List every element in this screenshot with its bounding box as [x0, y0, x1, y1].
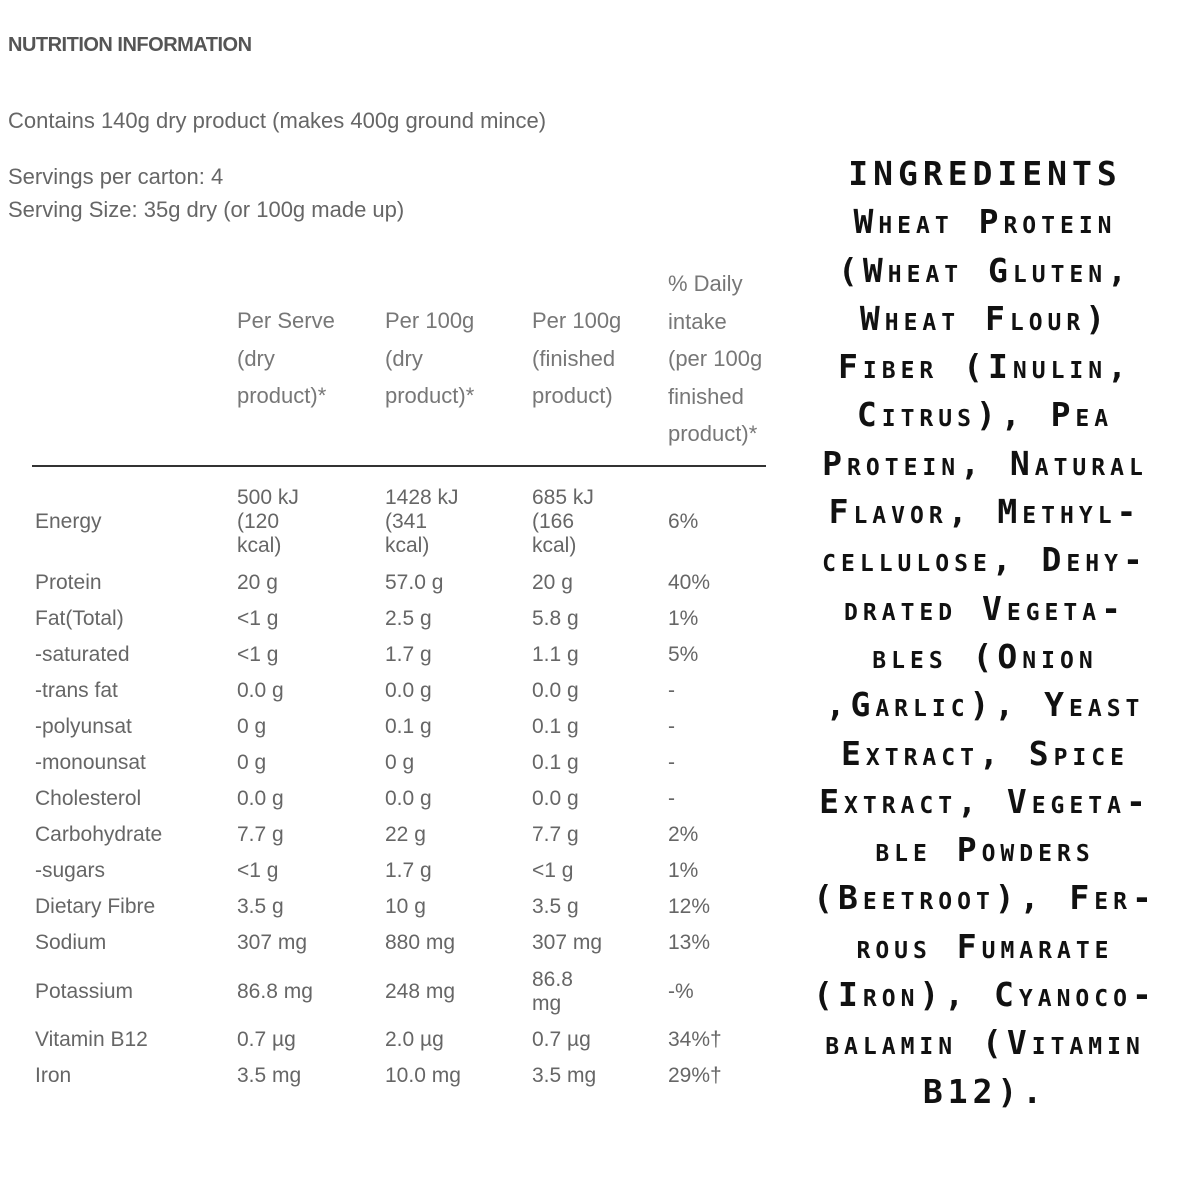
per-100g-dry-value: 1.7 g — [385, 643, 432, 666]
daily-intake-value: 6% — [668, 510, 699, 533]
ingredients-line: Wheat Protein — [853, 202, 1117, 242]
nutrient-name: -polyunsat — [35, 715, 132, 738]
ingredients-line: balamin (Vitamin — [825, 1023, 1145, 1063]
ingredients-line: B12). — [922, 1071, 1048, 1111]
header-line: (dry — [237, 345, 275, 371]
serving-size: Serving Size: 35g dry (or 100g made up) — [8, 197, 405, 222]
daily-intake-value: 34%† — [668, 1028, 722, 1051]
per-serve-value: <1 g — [237, 607, 279, 630]
per-100g-dry-value: 880 mg — [385, 931, 456, 954]
header-line: Per 100g — [532, 308, 622, 333]
per-serve-value: 7.7 g — [237, 823, 284, 846]
table-row — [0, 1028, 780, 1052]
header-line: product)* — [385, 383, 475, 408]
daily-intake-value: 5% — [668, 643, 699, 666]
nutrient-name: Cholesterol — [35, 787, 142, 810]
per-serve-value: <1 g — [237, 643, 279, 666]
per-100g-finished-value: 86.8 mg — [532, 968, 573, 1015]
per-serve-value: 86.8 mg — [237, 980, 313, 1003]
per-100g-finished-value: <1 g — [532, 859, 574, 882]
ingredients-line: Flavor, Methyl- — [828, 492, 1142, 532]
table-row — [0, 643, 780, 667]
per-100g-dry-value: 10 g — [385, 895, 426, 918]
ingredients-line: (Beetroot), Fer- — [813, 878, 1157, 918]
per-100g-dry-value: 248 mg — [385, 980, 456, 1003]
header-line: (per 100g — [668, 346, 763, 371]
per-100g-finished-value: 0.1 g — [532, 715, 579, 738]
daily-intake-value: 12% — [668, 895, 711, 918]
nutrient-name: Fat(Total) — [35, 607, 124, 630]
nutrient-name: Vitamin B12 — [35, 1028, 148, 1051]
ingredients-line: bles (Onion — [872, 636, 1098, 676]
per-serve-value: 3.5 mg — [237, 1064, 302, 1087]
ingredients-line: ,Garlic), Yeast — [825, 685, 1145, 725]
per-serve-value: 500 kJ (120 kcal) — [237, 486, 299, 557]
nutrient-name: Carbohydrate — [35, 823, 163, 846]
header-line: product)* — [237, 383, 327, 408]
header-line: intake — [668, 308, 727, 334]
ingredients-line: rous Fumarate — [856, 926, 1114, 966]
header-per-serve — [237, 302, 335, 415]
nutrition-title: NUTRITION INFORMATION — [8, 34, 252, 56]
ingredients-heading: INGREDIENTS — [848, 154, 1122, 193]
ingredients-line: Fiber (Inulin, — [838, 347, 1132, 387]
per-serve-value: 0 g — [237, 715, 267, 738]
header-line: % Daily — [668, 271, 743, 296]
table-row — [0, 486, 780, 558]
header-daily-intake — [668, 265, 762, 453]
daily-intake-value: -% — [668, 980, 694, 1003]
ingredients-line: Citrus), Pea — [856, 395, 1114, 435]
table-row — [0, 679, 780, 703]
daily-intake-value: 29%† — [668, 1064, 722, 1087]
nutrient-name: Sodium — [35, 931, 107, 954]
per-100g-dry-value: 57.0 g — [385, 571, 444, 594]
per-100g-finished-value: 0.0 g — [532, 679, 579, 702]
nutrient-name: -trans fat — [35, 679, 118, 702]
table-row — [0, 931, 780, 955]
ingredients-panel — [775, 150, 1195, 1116]
per-100g-dry-value: 0.0 g — [385, 679, 432, 702]
per-serve-value: 0.0 g — [237, 787, 284, 810]
per-serve-value: <1 g — [237, 859, 279, 882]
table-row — [0, 859, 780, 883]
ingredients-line: Protein, Natural — [822, 443, 1148, 483]
per-100g-dry-value: 22 g — [385, 823, 426, 846]
ingredients-line: cellulose, Dehy- — [822, 540, 1148, 580]
per-100g-finished-value: 0.0 g — [532, 787, 579, 810]
nutrient-name: Energy — [35, 510, 102, 533]
daily-intake-value: - — [668, 715, 675, 738]
table-row — [0, 715, 780, 739]
ingredients-line: ble Powders — [875, 830, 1095, 870]
ingredients-line: Extract, Vegeta- — [819, 781, 1151, 821]
per-100g-finished-value: 3.5 mg — [532, 1064, 597, 1087]
per-100g-finished-value: 0.1 g — [532, 751, 579, 774]
per-100g-dry-value: 1428 kJ (341 kcal) — [385, 486, 459, 557]
nutrient-name: Dietary Fibre — [35, 895, 156, 918]
nutrient-name: Protein — [35, 571, 102, 594]
header-line: (finished — [532, 345, 616, 371]
ingredients-line: drated Vegeta- — [844, 588, 1126, 628]
table-row — [0, 968, 780, 1016]
daily-intake-value: - — [668, 751, 675, 774]
servings-per-carton: Servings per carton: 4 — [8, 164, 224, 189]
header-line: Per Serve — [237, 308, 335, 333]
per-100g-finished-value: 1.1 g — [532, 643, 579, 666]
per-serve-value: 20 g — [237, 571, 278, 594]
nutrient-name: Potassium — [35, 980, 134, 1003]
daily-intake-value: 2% — [668, 823, 699, 846]
per-100g-dry-value: 1.7 g — [385, 859, 432, 882]
nutrient-name: Iron — [35, 1064, 72, 1087]
table-row — [0, 607, 780, 631]
per-serve-value: 0.7 µg — [237, 1028, 296, 1051]
per-serve-value: 307 mg — [237, 931, 308, 954]
per-100g-finished-value: 5.8 g — [532, 607, 579, 630]
header-line: Per 100g — [385, 308, 475, 333]
header-line: product)* — [668, 421, 758, 446]
table-row — [0, 751, 780, 775]
header-per-100g-finished — [532, 302, 621, 415]
per-100g-dry-value: 0.0 g — [385, 787, 432, 810]
per-100g-dry-value: 2.5 g — [385, 607, 432, 630]
table-row — [0, 1064, 780, 1088]
daily-intake-value: 13% — [668, 931, 711, 954]
header-line: product) — [532, 383, 613, 408]
ingredients-line: (Iron), Cyanoco- — [813, 975, 1157, 1015]
ingredients-line: (Wheat Gluten, — [838, 250, 1132, 290]
nutrient-name: -sugars — [35, 859, 106, 882]
daily-intake-value: - — [668, 679, 675, 702]
header-line: (dry — [385, 345, 423, 371]
per-100g-dry-value: 10.0 mg — [385, 1064, 461, 1087]
per-100g-dry-value: 2.0 µg — [385, 1028, 444, 1051]
per-100g-dry-value: 0 g — [385, 751, 415, 774]
table-row — [0, 787, 780, 811]
table-row — [0, 823, 780, 847]
ingredients-line: Wheat Flour) — [859, 298, 1111, 338]
per-100g-finished-value: 685 kJ (166 kcal) — [532, 486, 594, 557]
header-divider — [32, 465, 766, 467]
table-row — [0, 571, 780, 595]
ingredients-line: Extract, Spice — [841, 733, 1129, 773]
daily-intake-value: 1% — [668, 859, 699, 882]
per-serve-value: 0 g — [237, 751, 267, 774]
per-100g-finished-value: 3.5 g — [532, 895, 579, 918]
per-100g-dry-value: 0.1 g — [385, 715, 432, 738]
per-100g-finished-value: 7.7 g — [532, 823, 579, 846]
per-serve-value: 0.0 g — [237, 679, 284, 702]
per-100g-finished-value: 307 mg — [532, 931, 603, 954]
header-line: finished — [668, 383, 744, 409]
per-100g-finished-value: 0.7 µg — [532, 1028, 591, 1051]
per-100g-finished-value: 20 g — [532, 571, 573, 594]
daily-intake-value: 40% — [668, 571, 711, 594]
nutrient-name: -monounsat — [35, 751, 146, 774]
header-per-100g-dry — [385, 302, 474, 415]
daily-intake-value: 1% — [668, 607, 699, 630]
contains-text: Contains 140g dry product (makes 400g ground mince) — [8, 108, 547, 133]
nutrient-name: -saturated — [35, 643, 130, 666]
daily-intake-value: - — [668, 787, 675, 810]
table-row — [0, 895, 780, 919]
per-serve-value: 3.5 g — [237, 895, 284, 918]
